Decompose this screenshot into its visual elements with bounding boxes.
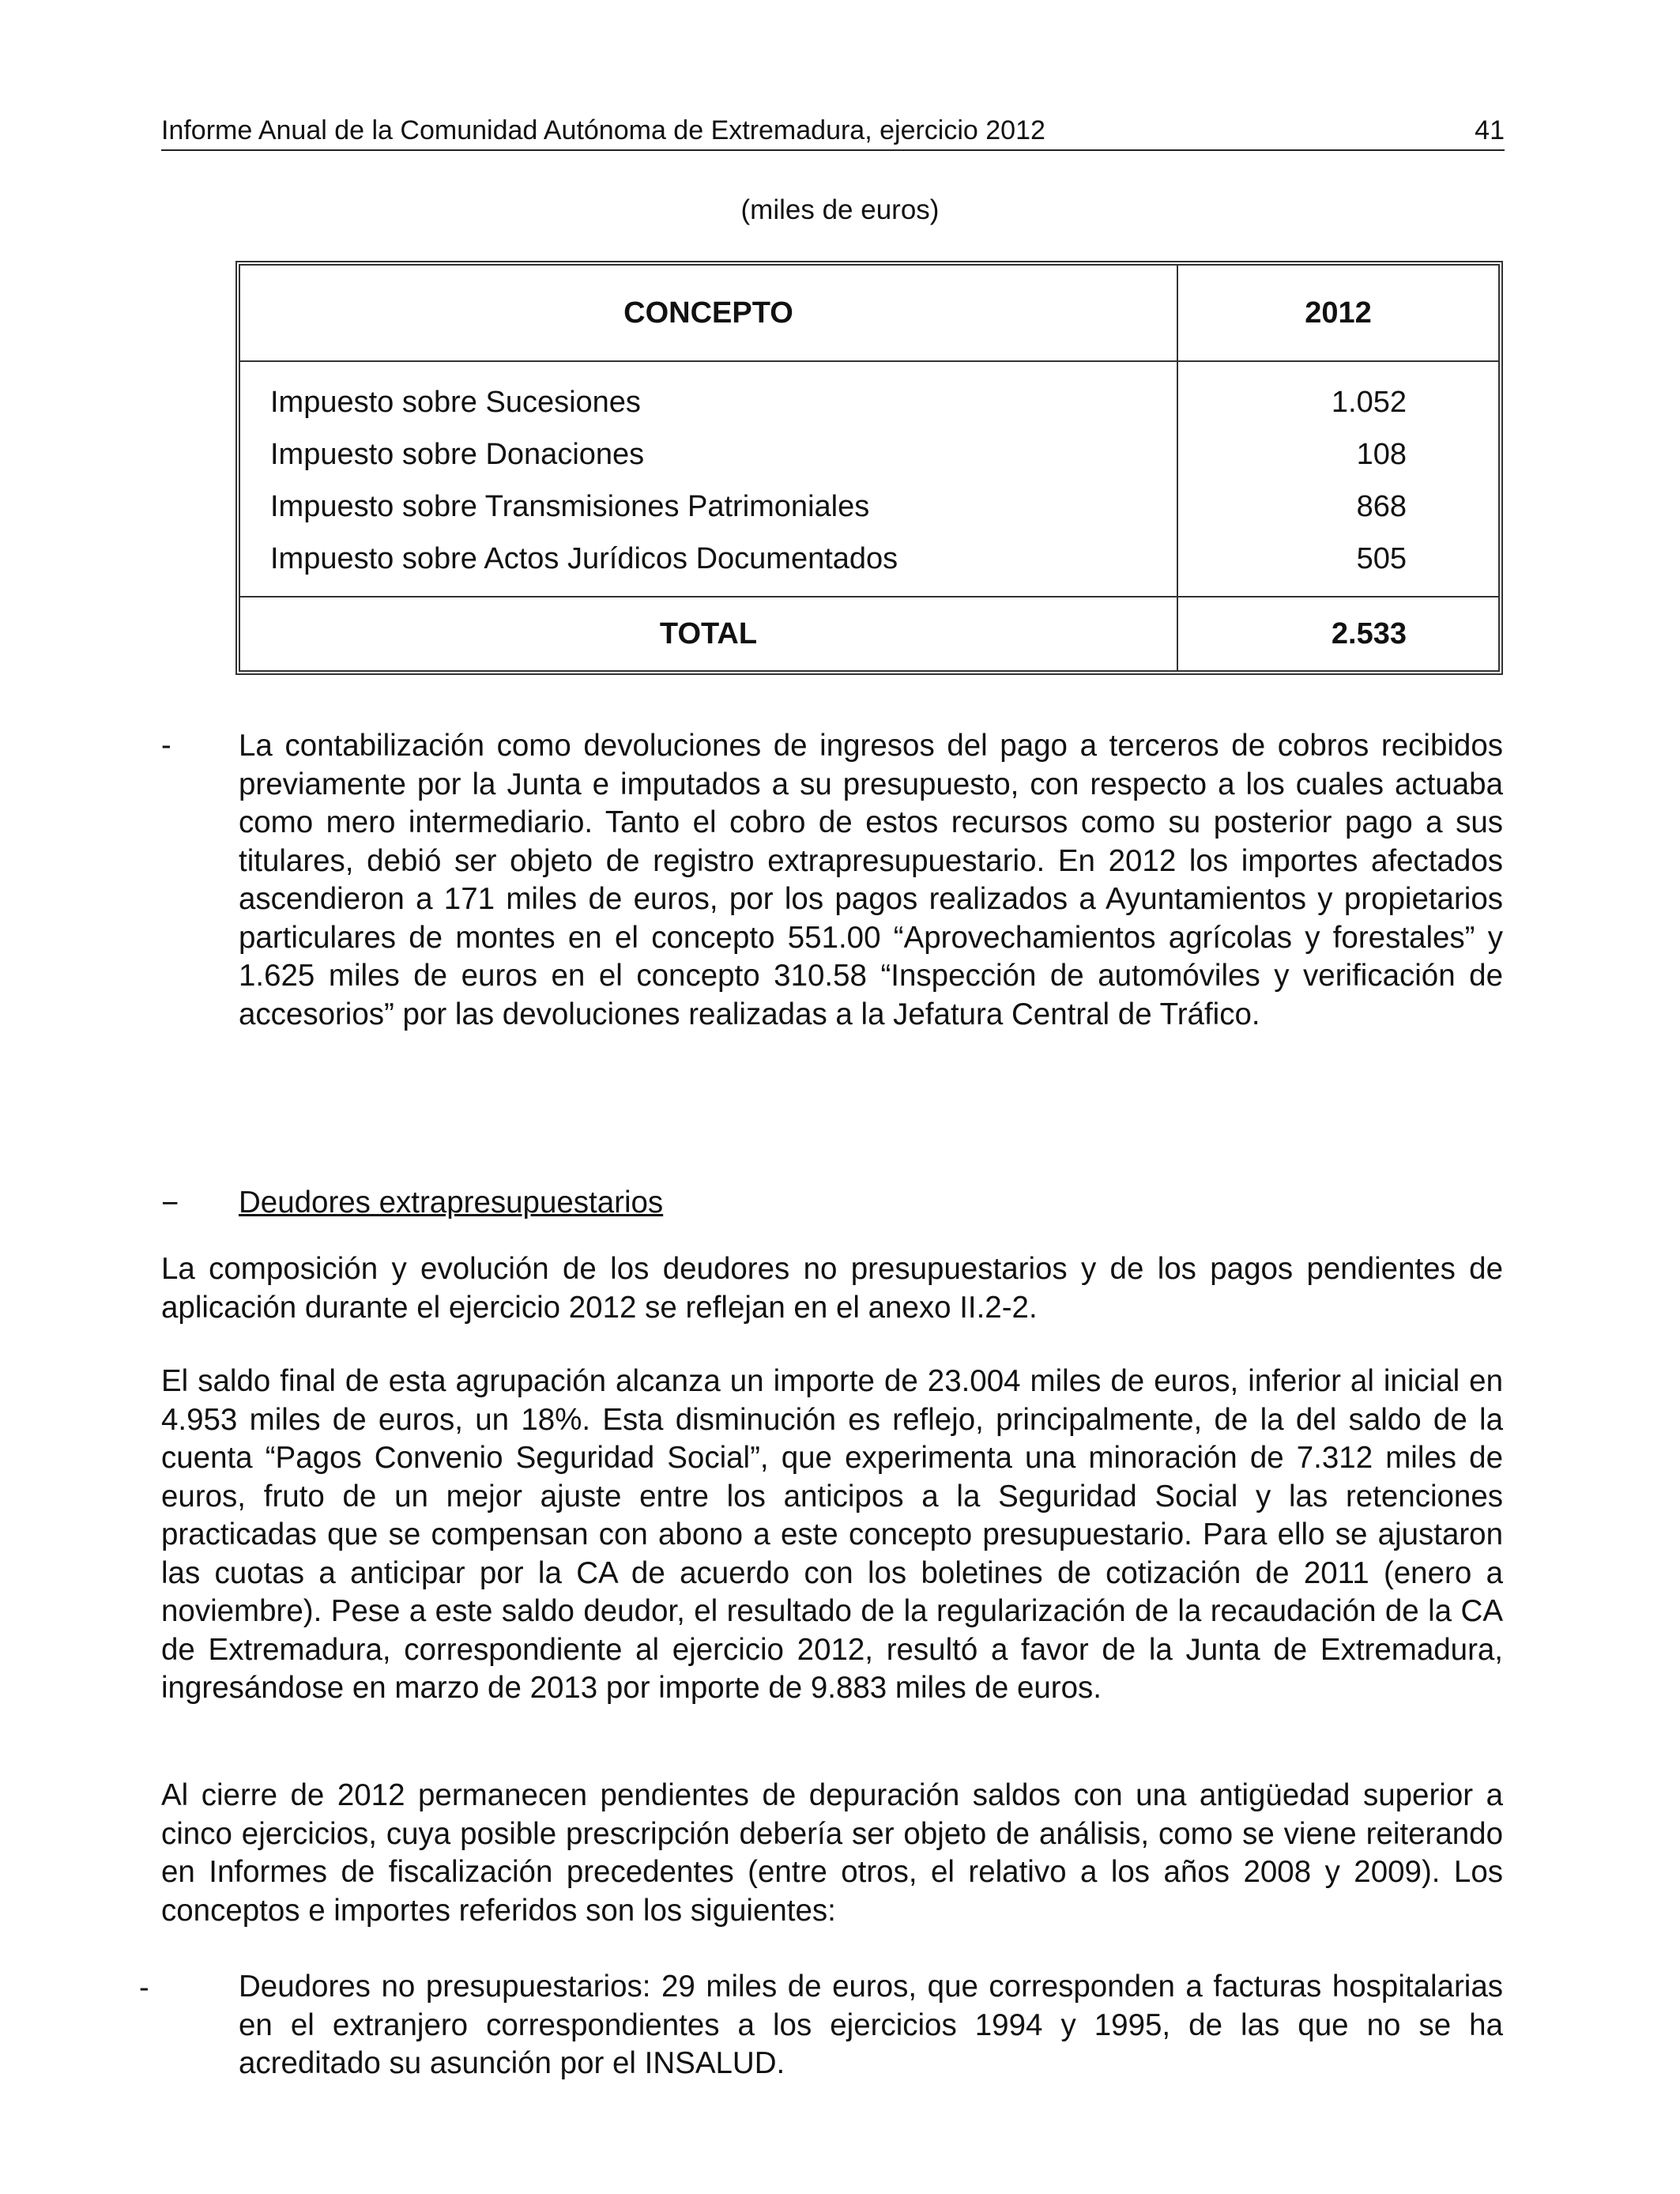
- table-row: [240, 481, 1498, 533]
- row-value: 108: [1177, 428, 1498, 481]
- bullet-paragraph-deudores: Deudores no presupuestarios: 29 miles de euros, que corresponden a facturas hospitalarias en el extranjero correspondientes a los ejercicios 1994 y 1995, de las que no se ha acreditado su asunción por el INSALUD.: [239, 1970, 1503, 2080]
- paragraph-composicion: La composición y evolución de los deudores no presupuestarios y de los pagos pendientes de aplicación durante el ejercicio 2012 se reflejan en el anexo II.2-2.: [161, 1252, 1503, 1325]
- report-title: Informe Anual de la Comunidad Autónoma de Extremadura, ejercicio 2012: [161, 115, 1045, 145]
- section-marker: −: [161, 1187, 179, 1220]
- bullet-marker: -: [139, 1971, 149, 2004]
- column-header-concept: CONCEPTO: [240, 266, 1177, 361]
- row-value: 505: [1177, 533, 1498, 597]
- paragraph-saldo-final: El saldo final de esta agrupación alcanza un importe de 23.004 miles de euros, inferior al inicial en 4.953 miles de euros, un 18%. Esta disminución es reflejo, principalmente, de la del saldo de la cuenta “Pagos Convenio Seguridad Social”, que experimenta una minoración de 7.312 miles de euros, fruto de un mejor ajuste entre los anticipos a la Seguridad Social y las retenciones practicadas que se compensan con abono a este concepto presupuestario. Para ello se ajustaron las cuotas a anticipar por la CA de acuerdo con los boletines de cotización de 2011 (enero a noviembre). Pese a este saldo deudor, el resultado de la regularización de la recaudación de la CA de Extremadura, correspondiente al ejercicio 2012, resultó a favor de la Junta de Extremadura, ingresándose en marzo de 2013 por importe de 9.883 miles de euros.: [161, 1364, 1503, 1705]
- row-concept: Impuesto sobre Transmisiones Patrimoniales: [270, 489, 870, 523]
- row-value: 868: [1177, 481, 1498, 533]
- table-row: [240, 428, 1498, 481]
- row-concept: Impuesto sobre Actos Jurídicos Documentados: [270, 541, 898, 575]
- bullet-paragraph-devoluciones: La contabilización como devoluciones de ingresos del pago a terceros de cobros recibidos previamente por la Junta e imputados a su presupuesto, con respecto a los cuales actuaba como mero intermediario. Tanto el cobro de estos recursos como su posterior pago a sus titulares, debió ser objeto de registro extrapresupuestario. En 2012 los importes afectados ascendieron a 171 miles de euros, por los pagos realizados a Ayuntamientos y propietarios particulares de montes en el concepto 551.00 “Aprovechamientos agrícolas y forestales” y 1.625 miles de euros en el concepto 310.58 “Inspección de automóviles y verificación de accesorios” por las devoluciones realizadas a la Jefatura Central de Tráfico.: [239, 729, 1503, 1031]
- section-heading: Deudores extrapresupuestarios: [239, 1186, 664, 1220]
- row-value: 1.052: [1177, 361, 1498, 428]
- row-concept: Impuesto sobre Donaciones: [270, 437, 645, 471]
- column-header-year: 2012: [1177, 266, 1498, 361]
- tax-table: [235, 261, 1503, 675]
- page-number: 41: [1475, 115, 1505, 145]
- total-value: 2.533: [1177, 597, 1498, 670]
- row-concept: Impuesto sobre Sucesiones: [270, 385, 641, 419]
- page-header: [161, 115, 1505, 151]
- table-total-row: [240, 597, 1498, 670]
- total-label: TOTAL: [240, 597, 1177, 670]
- table-units-caption: (miles de euros): [740, 194, 940, 225]
- bullet-marker: -: [161, 729, 171, 762]
- table-header-row: [240, 266, 1498, 361]
- paragraph-cierre: Al cierre de 2012 permanecen pendientes de depuración saldos con una antigüedad superior a cinco ejercicios, cuya posible prescripción debería ser objeto de análisis, como se viene reiterando en Informes de fiscalización precedentes (entre otros, el relativo a los años 2008 y 2009). Los conceptos e importes referidos son los siguientes:: [161, 1778, 1503, 1928]
- table-row: [240, 533, 1498, 597]
- table-row: [240, 361, 1498, 428]
